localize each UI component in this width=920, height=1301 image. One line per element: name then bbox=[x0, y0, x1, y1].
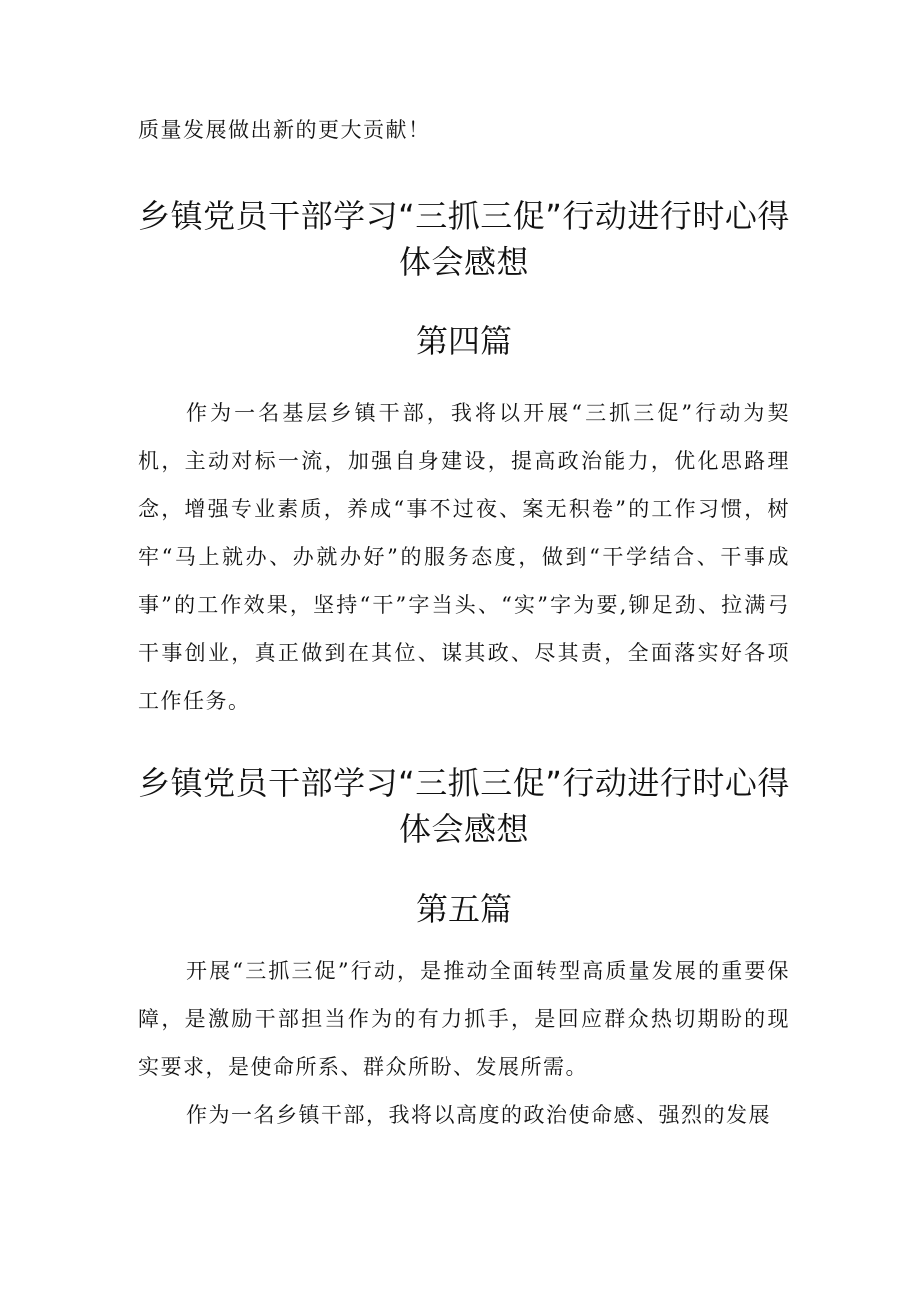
section-5-subtitle: 第五篇 bbox=[415, 890, 512, 928]
section-4-title: 乡镇党员干部学习“三抓三促”行动进行时心得体会感想 bbox=[138, 197, 790, 281]
section-5-body bbox=[138, 947, 790, 1139]
section-4-body bbox=[138, 389, 790, 725]
section-5-subtitle-block bbox=[138, 886, 790, 932]
continuation-text: 质量发展做出新的更大贡献！ bbox=[138, 118, 431, 142]
section-4-title-block bbox=[138, 193, 790, 285]
section-4-subtitle: 第四篇 bbox=[415, 322, 512, 360]
section-4-subtitle-block bbox=[138, 318, 790, 364]
section-5-title: 乡镇党员干部学习“三抓三促”行动进行时心得体会感想 bbox=[138, 764, 790, 848]
section-5-paragraph-2: 作为一名乡镇干部，我将以高度的政治使命感、强烈的发展 bbox=[186, 1103, 771, 1127]
section-5-title-block bbox=[138, 760, 790, 852]
section-5-paragraph-1: 开展“三抓三促”行动，是推动全面转型高质量发展的重要保障，是激励干部担当作为的有力抓手，是回应群众热切期盼的现实要求，是使命所系、群众所盼、发展所需。 bbox=[138, 959, 790, 1079]
section-4-paragraph-1: 作为一名基层乡镇干部，我将以开展“三抓三促”行动为契机，主动对标一流，加强自身建设，提高政治能力，优化思路理念，增强专业素质，养成“事不过夜、案无积卷”的工作习惯，树牢“马上就办、办就办好”的服务态度，做到“干学结合、干事成事”的工作效果，坚持“干”字当头、“实”字为要,铆足劲、拉满弓干事创业，真正做到在其位、谋其政、尽其责，全面落实好各项工作任务。 bbox=[138, 401, 790, 713]
continuation-block bbox=[138, 106, 790, 154]
